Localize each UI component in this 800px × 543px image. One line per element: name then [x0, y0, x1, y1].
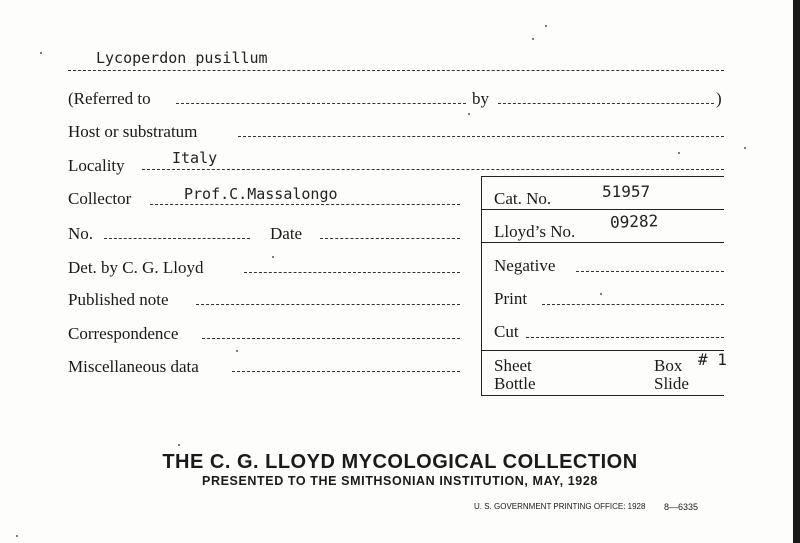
slide-label: Slide [654, 374, 689, 393]
cat-no-label: Cat. No. [494, 189, 552, 208]
sheet-label: Sheet [494, 356, 532, 375]
box-divider-low [481, 350, 724, 351]
collection-title: THE C. G. LLOYD MYCOLOGICAL COLLECTION [162, 451, 638, 473]
host-label: Host or substratum [68, 122, 198, 141]
bottle-label: Bottle [494, 374, 536, 393]
collection-subtitle: PRESENTED TO THE SMITHSONIAN INSTITUTION, MAY, 1928 [202, 474, 598, 488]
date-line [320, 238, 460, 239]
box-divider-mid [481, 242, 724, 243]
locality-line [142, 169, 724, 170]
form-number: 8—6335 [664, 502, 699, 512]
collector-value: Prof.C.Massalongo [184, 185, 338, 203]
box-bottom-border [481, 395, 724, 396]
locality-label: Locality [68, 156, 125, 175]
published-line [196, 304, 460, 305]
collector-label: Collector [68, 189, 132, 208]
close-paren: ) [716, 89, 722, 108]
species-line [68, 70, 724, 71]
correspondence-line [202, 338, 460, 339]
no-label: No. [68, 224, 94, 243]
box-label: Box [654, 356, 683, 375]
date-label: Date [270, 224, 303, 243]
scan-speck [16, 535, 18, 537]
published-label: Published note [68, 290, 169, 309]
box-value: # 1 [698, 350, 727, 369]
scan-speck [600, 293, 602, 295]
print-line [542, 304, 724, 305]
collector-line [150, 204, 460, 205]
print-label: Print [494, 289, 528, 308]
scan-speck [744, 147, 746, 149]
scan-speck [236, 350, 238, 352]
scan-speck [178, 444, 180, 446]
scan-speck [532, 38, 534, 40]
by-line [498, 103, 714, 104]
cut-label: Cut [494, 322, 519, 341]
box-top-border [481, 176, 724, 177]
scan-edge [793, 0, 800, 543]
negative-label: Negative [494, 256, 556, 275]
misc-label: Miscellaneous data [68, 357, 199, 376]
scan-speck [678, 152, 680, 154]
box-divider-top [481, 209, 724, 210]
host-line [238, 136, 724, 137]
lloyds-no-value: 09282 [609, 211, 659, 232]
referred-to-line [176, 103, 466, 104]
no-line [104, 238, 250, 239]
cut-line [526, 337, 724, 338]
locality-value: Italy [172, 149, 218, 167]
by-label: by [472, 89, 489, 108]
misc-line [232, 371, 460, 372]
correspondence-label: Correspondence [68, 324, 179, 343]
scan-speck [40, 52, 42, 54]
printing-office-note: U. S. GOVERNMENT PRINTING OFFICE: 1928 [474, 502, 646, 511]
negative-line [576, 271, 724, 272]
species-name: Lycoperdon pusillum [96, 49, 268, 67]
lloyds-no-label: Lloyd’s No. [494, 222, 576, 241]
referred-to-label: (Referred to [68, 89, 151, 108]
det-line [244, 272, 460, 273]
det-label: Det. by C. G. Lloyd [68, 258, 204, 277]
scan-speck [545, 25, 547, 27]
scan-speck [468, 113, 470, 115]
cat-no-value: 51957 [602, 182, 651, 201]
scan-speck [272, 256, 274, 258]
